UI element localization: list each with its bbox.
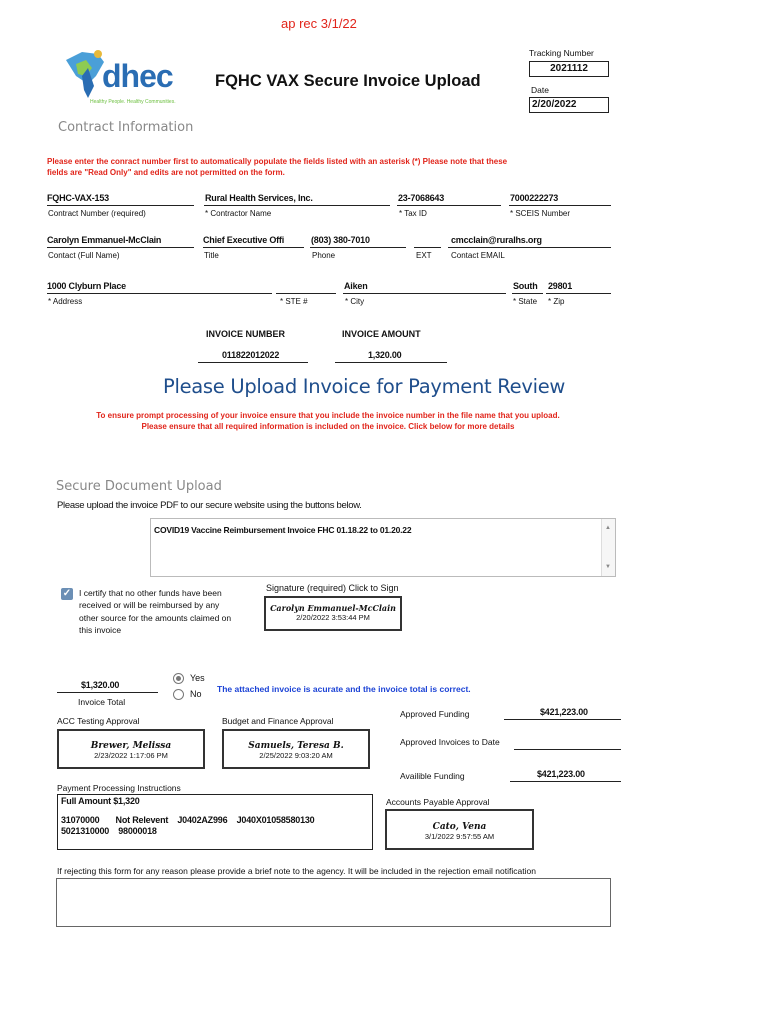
rejection-note-field[interactable] [56,878,611,927]
yes-radio-dot [176,676,181,681]
payment-line-2: 31070000 Not Relevent J0402AZ996 J040X01058580130 [61,815,315,825]
upload-instruction: Please upload the invoice PDF to our secure website using the buttons below. [57,500,362,511]
invoice-total-field: $1,320.00 [81,680,120,690]
accounts-payable-box[interactable] [385,809,534,850]
certify-line-2: received or will be reimbursed by any [79,600,220,611]
form-title: FQHC VAX Secure Invoice Upload [215,72,481,90]
scroll-up-icon[interactable]: ▲ [605,525,611,531]
phone-field: (803) 380-7010 [311,235,370,245]
certify-checkbox[interactable]: ✓ [62,588,72,599]
acc-approval-timestamp: 2/23/2022 1:17:06 PM [94,751,168,760]
contractor-name-label: * Contractor Name [205,209,272,218]
zip-label: * Zip [548,297,565,306]
scroll-down-icon[interactable]: ▼ [605,564,611,570]
title-field: Chief Executive Offi [203,235,285,245]
certify-line-1: I certify that no other funds have been [79,588,222,598]
contract-notice-line-1: Please enter the conract number first to automatically populate the fields listed with an asterisk (*) Please note that these [47,157,508,166]
contact-name-field: Carolyn Emmanuel-McClain [47,235,162,245]
tracking-number-field[interactable]: 2021112 [529,61,609,77]
accounts-payable-name: Cato, Vena [432,822,487,832]
handwritten-annotation: ap rec 3/1/22 [281,16,357,31]
signature-box[interactable] [264,596,402,631]
contact-email-label: Contact EMAIL [451,251,505,260]
uploaded-file-textarea[interactable] [150,518,616,577]
contractor-name-field: Rural Health Services, Inc. [205,193,313,203]
address-field: 1000 Clyburn Place [47,281,126,291]
yes-label: Yes [190,673,205,683]
signature-label: Signature (required) Click to Sign [266,583,399,593]
upload-heading: Please Upload Invoice for Payment Review [163,375,566,398]
invoice-amount-field[interactable]: 1,320.00 [368,350,402,360]
contact-name-label: Contact (Full Name) [48,251,120,260]
no-radio[interactable] [173,689,184,700]
tracking-number-label: Tracking Number [529,48,594,58]
ext-label: EXT [416,251,432,260]
budget-approval-box[interactable] [222,729,370,769]
logo-tagline: Healthy People. Healthy Communities. [90,99,176,105]
phone-label: Phone [312,251,336,260]
payment-line-1: Full Amount $1,320 [61,796,140,806]
address-label: * Address [48,297,83,306]
invoice-total-label: Invoice Total [78,697,126,707]
zip-field: 29801 [548,281,573,291]
available-funding-label: Availible Funding [400,771,465,781]
acc-approval-label: ACC Testing Approval [57,716,140,726]
uploaded-file-name: COVID19 Vaccine Reimbursement Invoice FHC 01.18.22 to 01.20.22 [154,525,412,535]
yes-radio[interactable] [173,673,184,684]
certify-line-3: other source for the amounts claimed on [79,612,232,623]
acc-approval-name: Brewer, Melissa [90,741,172,751]
acc-approval-box[interactable] [57,729,205,769]
budget-approval-name: Samuels, Teresa B. [248,741,344,751]
state-field: South [513,281,538,291]
accuracy-statement: The attached invoice is acurate and the invoice total is correct. [217,684,471,694]
contract-information-heading: Contract Information [58,120,194,135]
upload-notice-line-2: Please ensure that all required information is included on the invoice. Click below for more details [141,422,515,431]
state-label: * State [513,297,538,306]
invoice-amount-label: INVOICE AMOUNT [342,329,421,339]
sceis-number-field: 7000222273 [510,193,559,203]
payment-instructions-label: Payment Processing Instructions [57,783,181,793]
invoice-number-field[interactable]: 011822012022 [222,350,280,360]
contract-notice [47,156,607,178]
contract-notice-line-2: fields are "Read Only" and edits are not permitted on the form. [47,168,285,177]
approved-funding-label: Approved Funding [400,709,470,719]
signature-timestamp: 2/20/2022 3:53:44 PM [296,613,370,622]
rejection-label: If rejecting this form for any reason please provide a brief note to the agency. It will be included in the rejection email notification [57,866,536,876]
budget-approval-label: Budget and Finance Approval [222,716,334,726]
certify-statement [79,587,231,636]
no-label: No [190,689,202,699]
date-field[interactable]: 2/20/2022 [529,97,609,113]
payment-instructions-field[interactable] [57,794,373,850]
approved-invoices-label: Approved Invoices to Date [400,737,500,747]
approved-funding-field: $421,223.00 [540,707,588,717]
upload-notice [0,410,656,432]
accounts-payable-label: Accounts Payable Approval [386,797,490,807]
invoice-number-label: INVOICE NUMBER [206,329,286,339]
tax-id-label: * Tax ID [399,209,427,218]
contract-number-field[interactable]: FQHC-VAX-153 [47,193,109,203]
textarea-scrollbar[interactable] [601,519,615,576]
available-funding-field: $421,223.00 [537,769,585,779]
title-label: Title [204,251,219,260]
logo-wordmark: dhec [102,58,173,94]
contact-email-field: cmcclain@ruralhs.org [451,235,542,245]
date-label: Date [531,85,549,95]
contract-number-label: Contract Number (required) [48,209,146,218]
budget-approval-timestamp: 2/25/2022 9:03:20 AM [259,751,333,760]
city-label: * City [345,297,365,306]
payment-line-3: 5021310000 98000018 [61,826,157,836]
ste-label: * STE # [280,297,308,306]
certify-line-4: this invoice [79,624,122,635]
signature-name: Carolyn Emmanuel-McClain [270,603,396,613]
tax-id-field: 23-7068643 [398,193,445,203]
dhec-logo [62,46,196,108]
accounts-payable-timestamp: 3/1/2022 9:57:55 AM [424,832,495,841]
sceis-number-label: * SCEIS Number [510,209,571,218]
upload-notice-line-1: To ensure prompt processing of your invoice ensure that you include the invoice number in the file name that you upload. [96,411,560,420]
city-field: Aiken [344,281,368,291]
secure-upload-heading: Secure Document Upload [56,479,222,494]
